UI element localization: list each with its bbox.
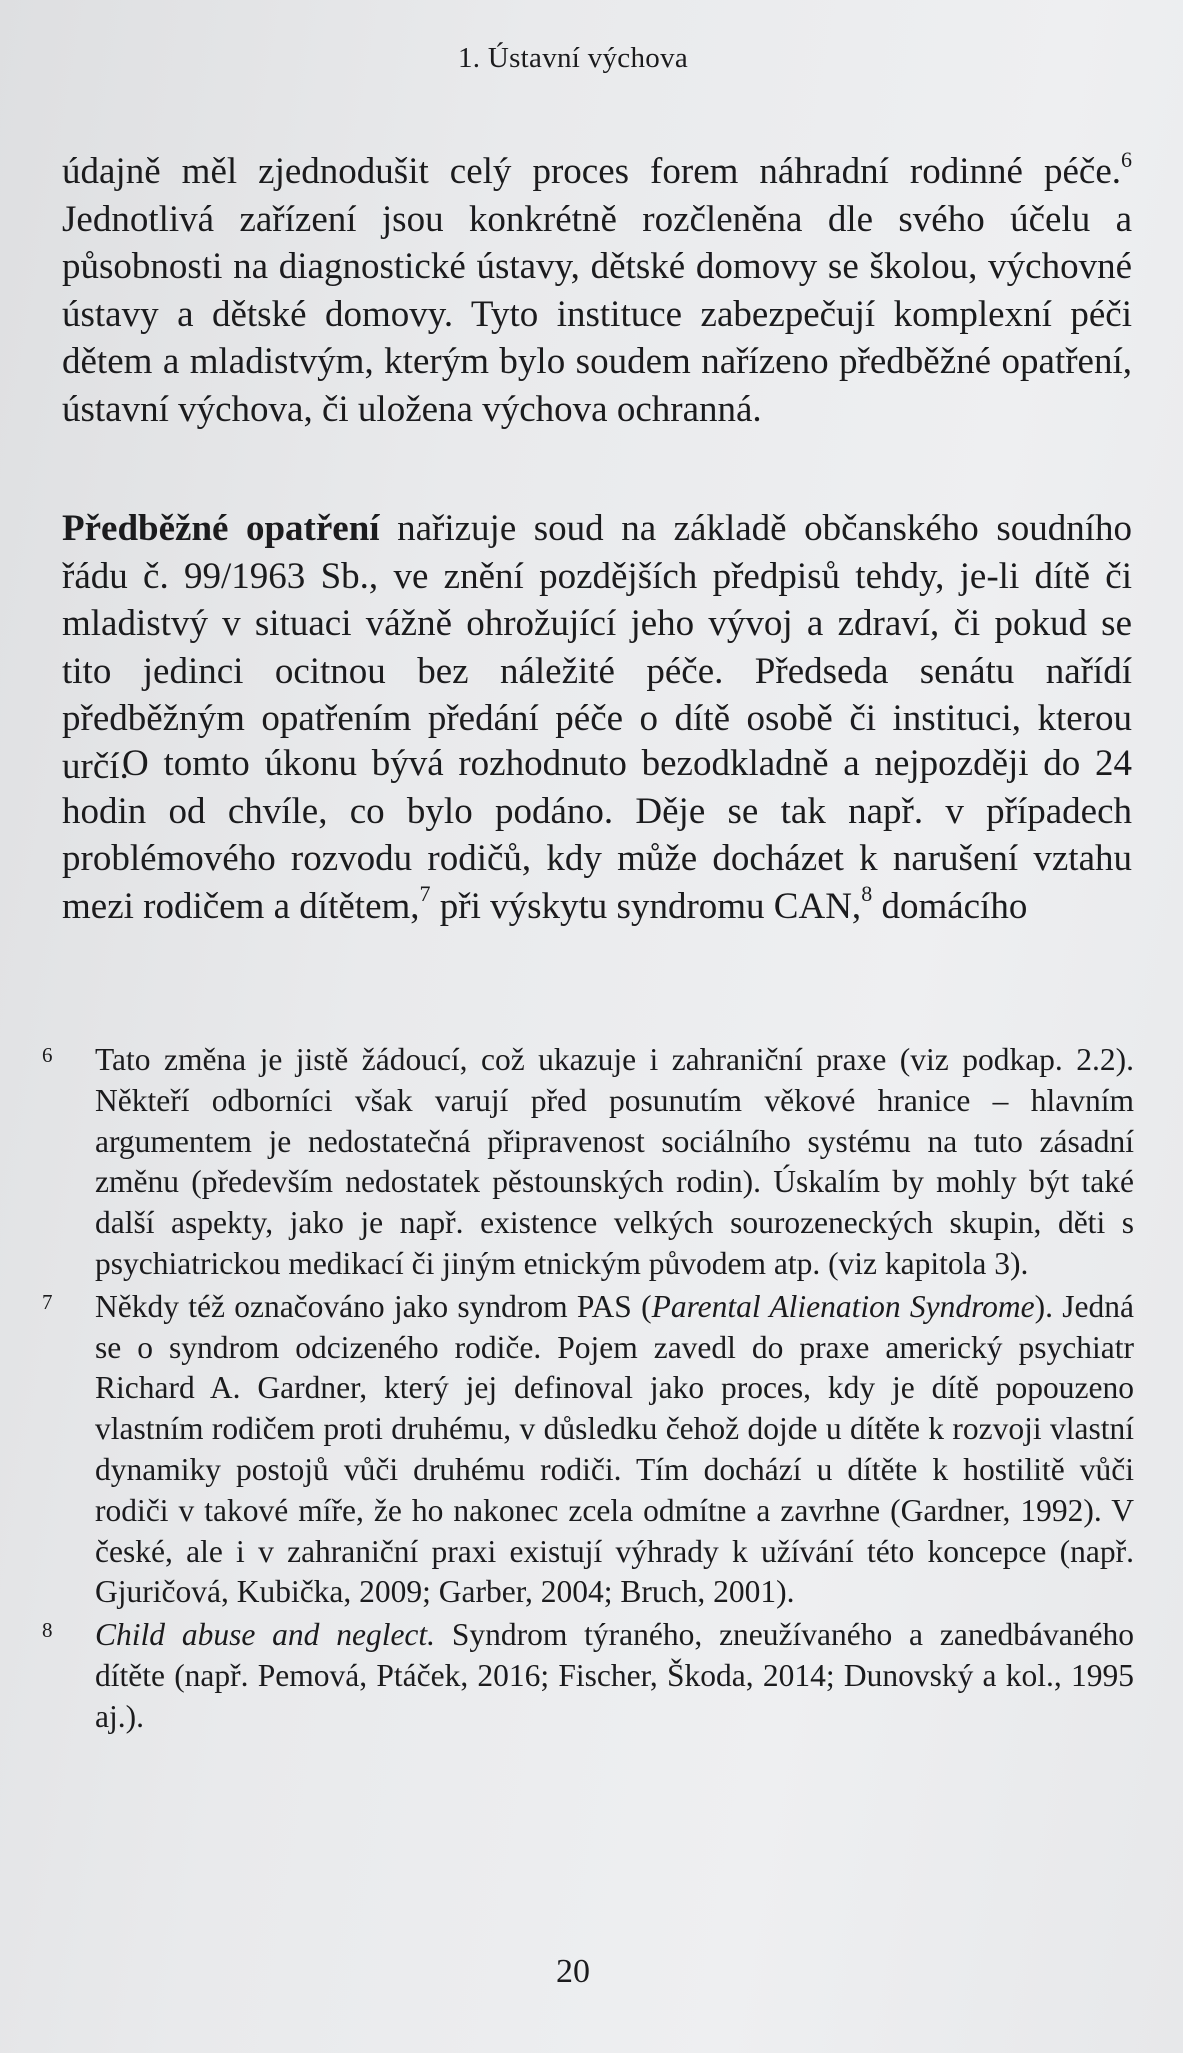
footnote-italic-term: Parental Alienation Syndrome <box>651 1288 1035 1324</box>
footnote-ref-7[interactable]: 7 <box>419 881 431 907</box>
footnote-number: 7 <box>42 1289 53 1314</box>
page-number: 20 <box>556 1953 590 1990</box>
footnote-text <box>95 1615 1134 1737</box>
paragraph-1 <box>62 148 1132 433</box>
running-head: 1. Ústavní výchova <box>457 42 689 74</box>
footnote-ref-8[interactable]: 8 <box>861 881 873 907</box>
footnote-number: 8 <box>42 1618 53 1643</box>
footnote-text <box>95 1287 1134 1613</box>
paragraph-1-text-continued: Jednotlivá zařízení jsou konkrétně rozčleněna dle svého účelu a působnosti na diagnostické ústavy, dětské domovy se školou, výchovné ústavy a dětské domovy. Tyto instituce zabezpečují komplexní péči dětem a mladistvým, kterým bylo soudem nařízeno předběžné opatření, ústavní výchova, či uložena výchova ochranná. <box>62 198 1132 430</box>
footnote-8 <box>20 1615 1134 1737</box>
footnote-number: 6 <box>42 1043 53 1067</box>
footnote-6 <box>20 1040 1134 1285</box>
footnote-ref-6[interactable]: 6 <box>1121 146 1132 172</box>
footnote-text-b: Syndrom týraného, zneužívaného a zanedbávaného dítěte (např. Pemová, Ptáček, 2016; Fischer, Škoda, 2014; Dunovský a kol., 1995 aj.). <box>95 1617 1134 1734</box>
paragraph-1-text: údajně měl zjednodušit celý proces forem náhradní rodinné péče. <box>62 151 1121 192</box>
paragraph-3-text-a: O tomto úkonu bývá rozhodnuto bezodkladně a nejpozději do 24 hodin od chvíle, co bylo podáno. Děje se tak např. v případech problémového rozvodu rodičů, kdy může docházet k narušení vztahu mezi rodičem a dítětem, <box>62 743 1132 927</box>
footnote-text-b: ). Jedná se o syndrom odcizeného rodiče. Pojem zavedl do praxe americký psychiatr Richard A. Gardner, který jej definoval jako proces, kdy je dítě popouzeno vlastním rodičem proti druhému, v důsledku čehož dojde u dítěte k rozvoji vlastní dynamiky postojů vůči druhému rodiči. Tím dochází u dítěte k hostilitě vůči rodiči v takové míře, že ho nakonec zcela odmítne a zavrhne (Gardner, 1992). V české, ale i v zahraniční praxi existují výhrady k užívání této koncepce (např. Gjuričová, Kubička, 2009; Garber, 2004; Bruch, 2001). <box>95 1288 1134 1610</box>
footnote-text-a: Někdy též označováno jako syndrom PAS ( <box>95 1288 652 1324</box>
footnote-7 <box>20 1287 1134 1613</box>
paragraph-3 <box>62 740 1132 930</box>
footnotes <box>20 1040 1134 1740</box>
term-predbezne-opatreni: Předběžné opatření <box>62 508 380 549</box>
footnote-italic-term: Child abuse and neglect. <box>95 1617 436 1653</box>
footnote-text: Tato změna je jistě žádoucí, což ukazuje i zahraniční praxe (viz podkap. 2.2). Někteří odborníci však varují před posunutím věkové hranice – hlavním argumentem je nedostatečná připravenost sociálního systému na tuto zásadní změnu (především nedostatek pěstounských rodin). Úskalím by mohly být také další aspekty, jako je např. existence velkých sourozeneckých skupin, děti s psychiatrickou medikací či jiným etnickým původem atp. (viz kapitola 3). <box>95 1042 1134 1281</box>
paragraph-2-text: nařizuje soud na základě občanského soudního řádu č. 99/1963 Sb., ve znění pozdějších předpisů tehdy, je-li dítě či mladistvý v situaci vážně ohrožující jeho vývoj a zdraví, či pokud se tito jedinci ocitnou bez náležité péče. Předseda senátu nařídí předběžným opatřením předání péče o dítě osobě či instituci, kterou určí. <box>62 508 1132 787</box>
paragraph-3-text-b: při výskytu syndromu CAN, <box>430 885 862 927</box>
paragraph-3-text-c: domácího <box>872 885 1028 927</box>
